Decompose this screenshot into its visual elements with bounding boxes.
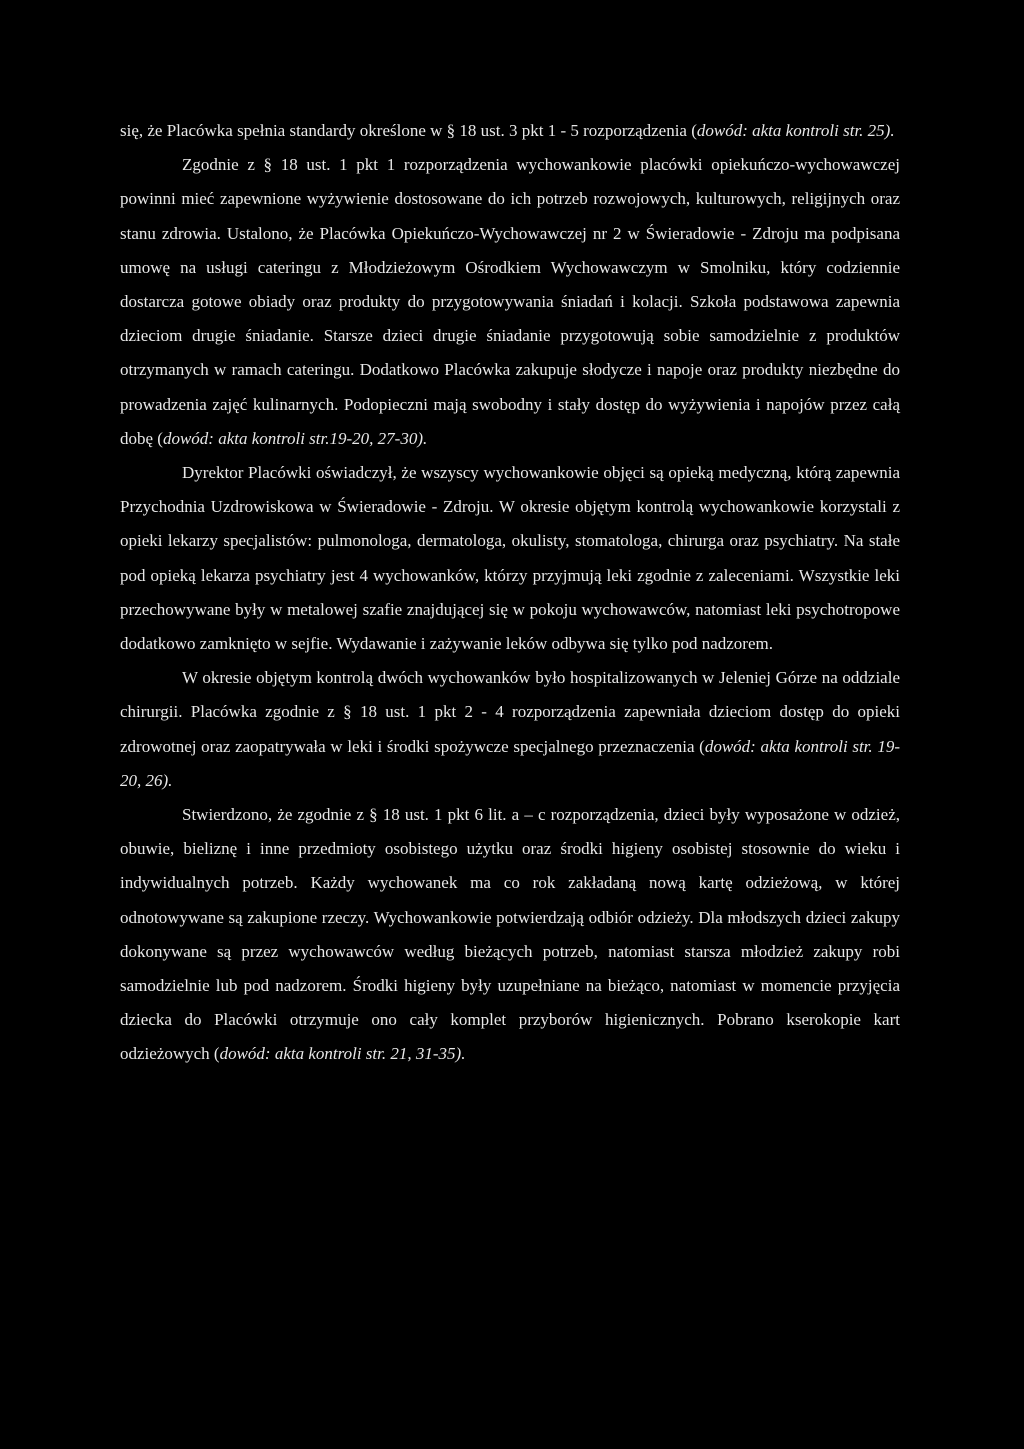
paragraph-4 [120,661,900,798]
paragraph-1-citation: dowód: akta kontroli str. 25). [696,121,895,140]
paragraph-3-text: Dyrektor Placówki oświadczył, że wszyscy wychowankowie objęci są opieką medyczną, którą zapewnia Przychodnia Uzdrowiskowa w Świeradowie - Zdroju. W okresie objętym kontrolą wychowankowie korzystali z opieki lekarzy specjalistów: pulmonologa, dermatologa, okulisty, stomatologa, chirurga oraz psychiatry. Na stałe pod opieką lekarza psychiatry jest 4 wychowanków, którzy przyjmują leki zgodnie z zaleceniami. Wszystkie leki przechowywane były w metalowej szafie znajdującej się w pokoju wychowawców, natomiast leki psychotropowe dodatkowo zamknięto w sejfie. Wydawanie i zażywanie leków odbywa się tylko pod nadzorem. [120,463,900,654]
document-page [120,114,900,1072]
paragraph-4-text: W okresie objętym kontrolą dwóch wychowanków było hospitalizowanych w Jeleniej Górze na oddziale chirurgii. Placówka zgodnie z § 18 ust. 1 pkt 2 - 4 rozporządzenia zapewniała dzieciom dostęp do opieki zdrowotnej oraz zaopatrywała w leki i środki spożywcze specjalnego przeznaczenia ( [120,668,900,756]
paragraph-5 [120,798,900,1072]
paragraph-2-citation: dowód: akta kontroli str.19-20, 27-30). [162,428,428,448]
paragraph-5-text: Stwierdzono, że zgodnie z § 18 ust. 1 pkt 6 lit. a – c rozporządzenia, dzieci były wyposażone w odzież, obuwie, bieliznę i inne przedmioty osobistego użytku oraz środki higieny osobistej stosownie do wieku i indywidualnych potrzeb. Każdy wychowanek ma co rok zakładaną nową kartę odzieżową, w której odnotowywane są zakupione rzeczy. Wychowankowie potwierdzają odbiór odzieży. Dla młodszych dzieci zakupy dokonywane są przez wychowawców według bieżących potrzeb, natomiast starsza młodzież zakupy robi samodzielnie lub pod nadzorem. Środki higieny były uzupełniane na bieżąco, natomiast w momencie przyjęcia dziecka do Placówki otrzymuje ono cały komplet przyborów higienicznych. Pobrano kserokopie kart odzieżowych ( [120,805,900,1064]
paragraph-5-citation: dowód: akta kontroli str. 21, 31-35). [219,1044,466,1064]
paragraph-2 [120,148,900,456]
paragraph-1 [120,114,900,148]
paragraph-1-text: się, że Placówka spełnia standardy określone w § 18 ust. 3 pkt 1 - 5 rozporządzenia ( [120,121,697,140]
paragraph-4-citation: dowód: akta kontroli str. 19-20, 26). [120,736,901,790]
paragraph-3 [120,456,900,661]
paragraph-2-text: Zgodnie z § 18 ust. 1 pkt 1 rozporządzenia wychowankowie placówki opiekuńczo-wychowawczej powinni mieć zapewnione wyżywienie dostosowane do ich potrzeb rozwojowych, kulturowych, religijnych oraz stanu zdrowia. Ustalono, że Placówka Opiekuńczo-Wychowawczej nr 2 w Świeradowie - Zdroju ma podpisana umowę na usługi cateringu z Młodzieżowym Ośrodkiem Wychowawczym w Smolniku, który codziennie dostarcza gotowe obiady oraz produkty do przygotowywania śniadań i kolacji. Szkoła podstawowa zapewnia dzieciom drugie śniadanie. Starsze dzieci drugie śniadanie przygotowują sobie samodzielnie z produktów otrzymanych w ramach cateringu. Dodatkowo Placówka zakupuje słodycze i napoje oraz produkty niezbędne do prowadzenia zajęć kulinarnych. Podopieczni mają swobodny i stały dostęp do wyżywienia i napojów przez całą dobę ( [120,155,900,448]
